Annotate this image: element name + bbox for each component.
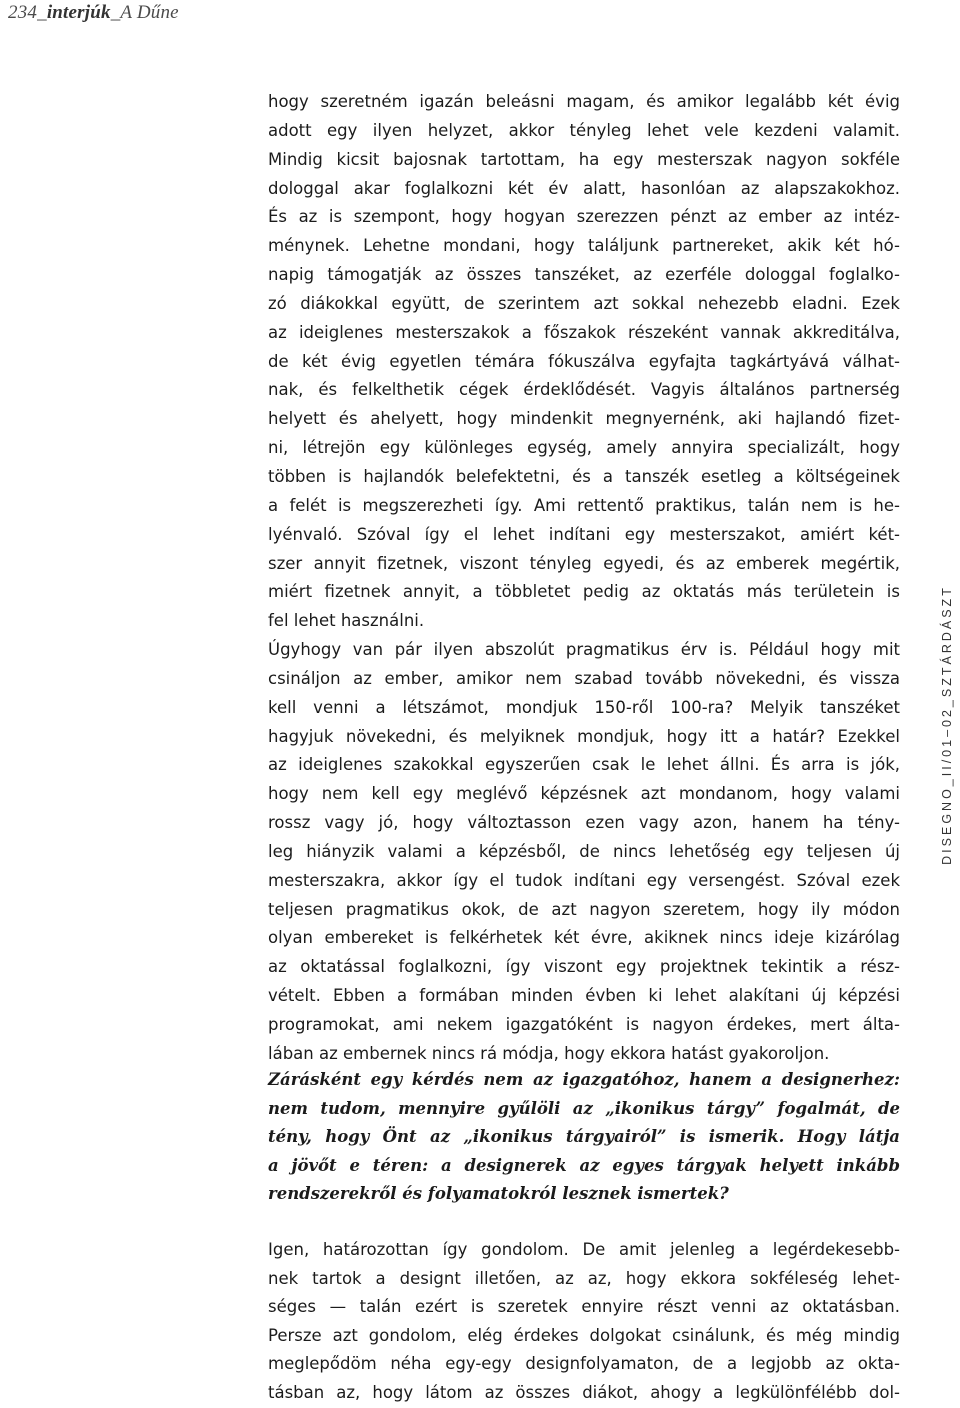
question-text-line: tény, hogy Önt az „ikonikus tárgyairól” is ismerik. Hogy látja [268,1127,900,1146]
body-text-line: mesterszakra, akkor így el tudok indítani egy versengést. Szóval ezek [268,870,900,890]
page-number: 234 [8,2,38,23]
body-text-line: csináljon az ember, amikor nem szabad tovább növekedni, és vissza [268,668,900,688]
section-name: interjúk [46,2,111,23]
body-text-line: szer annyit fizetnek, viszont tényleg egyedi, és az emberek megértik, [268,553,900,573]
body-text-line: miért fizetnek annyit, a többletet pedig az oktatás más területein is [268,582,900,602]
body-text-line: vételt. Ebben a formában minden évben ki lehet alakítani új képzési [268,986,900,1006]
body-text-line: a felét is megszerezheti így. Ami rettentő praktikus, talán nem is he- [268,495,900,515]
body-paragraphs [268,88,900,1069]
body-text-line: Úgyhogy van pár ilyen abszolút pragmatikus érv is. Például hogy mit [268,640,900,660]
article-title: A Dűne [120,2,179,23]
body-text-line: hogy nem kell egy meglévő képzésnek azt mondanom, hogy valami [268,784,900,804]
question-text-line: rendszerekről és folyamatokról lesznek ismertek? [268,1184,729,1203]
body-text-line: az ideiglenes szakokkal egyszerűen csak le lehet állni. És arra is jók, [268,755,900,775]
question-text-line: Zárásként egy kérdés nem az igazgatóhoz, hanem a designerhez: [268,1070,900,1089]
body-text-line: rossz vagy jó, hogy változtasson ezen vagy azon, hanem ha tény- [268,813,900,833]
body-text-line: lyénvaló. Szóval így el lehet indítani egy mesterszakot, amiért két- [268,524,900,544]
body-text-line: az oktatással foglalkozni, így viszont egy projektnek tekintik a rész- [268,957,900,977]
answer-text-line: tásban az, hogy látom az összes diákot, ahogy a legkülönfélébb dol- [268,1382,900,1402]
body-text-line: dologgal akar foglalkozni két év alatt, hasonlóan az alapszakokhoz. [268,178,900,198]
body-text-line: adott egy ilyen helyzet, akkor tényleg lehet vele kezdeni valamit. [268,120,900,140]
body-text-line: napig támogatják az összes tanszéket, az ezerféle dologgal foglalko- [268,265,900,285]
interview-question [268,1066,900,1209]
body-text-line: zó diákokkal együtt, de szerintem azt sokkal nehezebb eladni. Ezek [268,293,900,313]
body-text-line: ménynek. Lehetne mondani, hogy találjunk partnereket, akik két hó- [268,236,900,256]
body-text-line: de két évig egyetlen témára fókuszálva egyfajta tagkártyává válhat- [268,351,900,371]
body-text-line: hagyjuk növekedni, és melyiknek mondjuk, hogy itt a határ? Ezekkel [268,726,900,746]
body-text-line: fel lehet használni. [268,611,425,631]
answer-text-line: nek tartok a designt illetően, az az, hogy ekkora sokféleség lehet- [268,1268,900,1288]
interview-answer [268,1236,900,1408]
body-text-line: leg hiányzik valami a képzésből, de nincs lehetőség egy teljesen új [268,841,900,861]
answer-text-line: Igen, határozottan így gondolom. De amit jelenleg a legérdekesebb- [268,1240,900,1259]
body-text-line: helyett és ahelyett, hogy mindenkit megnyernénk, aki hajlandó fizet- [268,409,900,429]
question-text-line: nem tudom, mennyire gyűlöli az „ikonikus tárgy” fogalmát, de [268,1098,900,1118]
body-text-line: nak, és felkelthetik cégek érdeklődését. Vagyis általános partnerség [268,380,900,400]
body-text-line: ni, létrejön egy különleges egység, amely annyira specializált, hogy [268,438,900,458]
side-label: DISEGNO_II/01–02_SZTÁRDÁSZT [940,585,954,865]
question-text-line: a jövőt e téren: a designerek az egyes tárgyak helyett inkább [268,1155,900,1175]
body-text-line: kell venni a létszámot, mondjuk 150-ről 100-ra? Melyik tanszéket [268,697,900,717]
running-header: 234_interjúk_A Dűne [8,2,179,23]
body-text-line: az ideiglenes mesterszakok a főszakok részeként vannak akkreditálva, [268,322,900,342]
answer-text-line: meglepődöm néha egy-egy designfolyamaton, de a legjobb az okta- [268,1354,900,1374]
body-text-line: teljesen pragmatikus okok, de azt nagyon szeretem, hogy ily módon [268,899,900,919]
body-text-line: hogy szeretném igazán beleásni magam, és amikor legalább két évig [268,92,900,111]
body-text-line: többen is hajlandók belefektetni, és a tanszék esetleg a költségeinek [268,466,900,486]
answer-text-line: Persze azt gondolom, elég érdekes dolgokat csinálunk, és még mindig [268,1325,900,1345]
body-text-line: programokat, ami nekem igazgatóként is nagyon érdekes, mert álta- [268,1015,900,1034]
body-text-line: olyan embereket is felkérhetek két évre, akiknek nincs ideje kizárólag [268,928,900,948]
body-text-line: lában az embernek nincs rá módja, hogy ekkora hatást gyakoroljon. [268,1043,830,1063]
body-text-line: Mindig kicsit bajosnak tartottam, ha egy mesterszak nagyon sokféle [268,149,900,169]
body-text-line: És az is szempont, hogy hogyan szerezzen pénzt az ember az intéz- [268,207,900,227]
answer-text-line: séges — talán ezért is szeretek ennyire részt venni az oktatásban. [268,1297,900,1317]
